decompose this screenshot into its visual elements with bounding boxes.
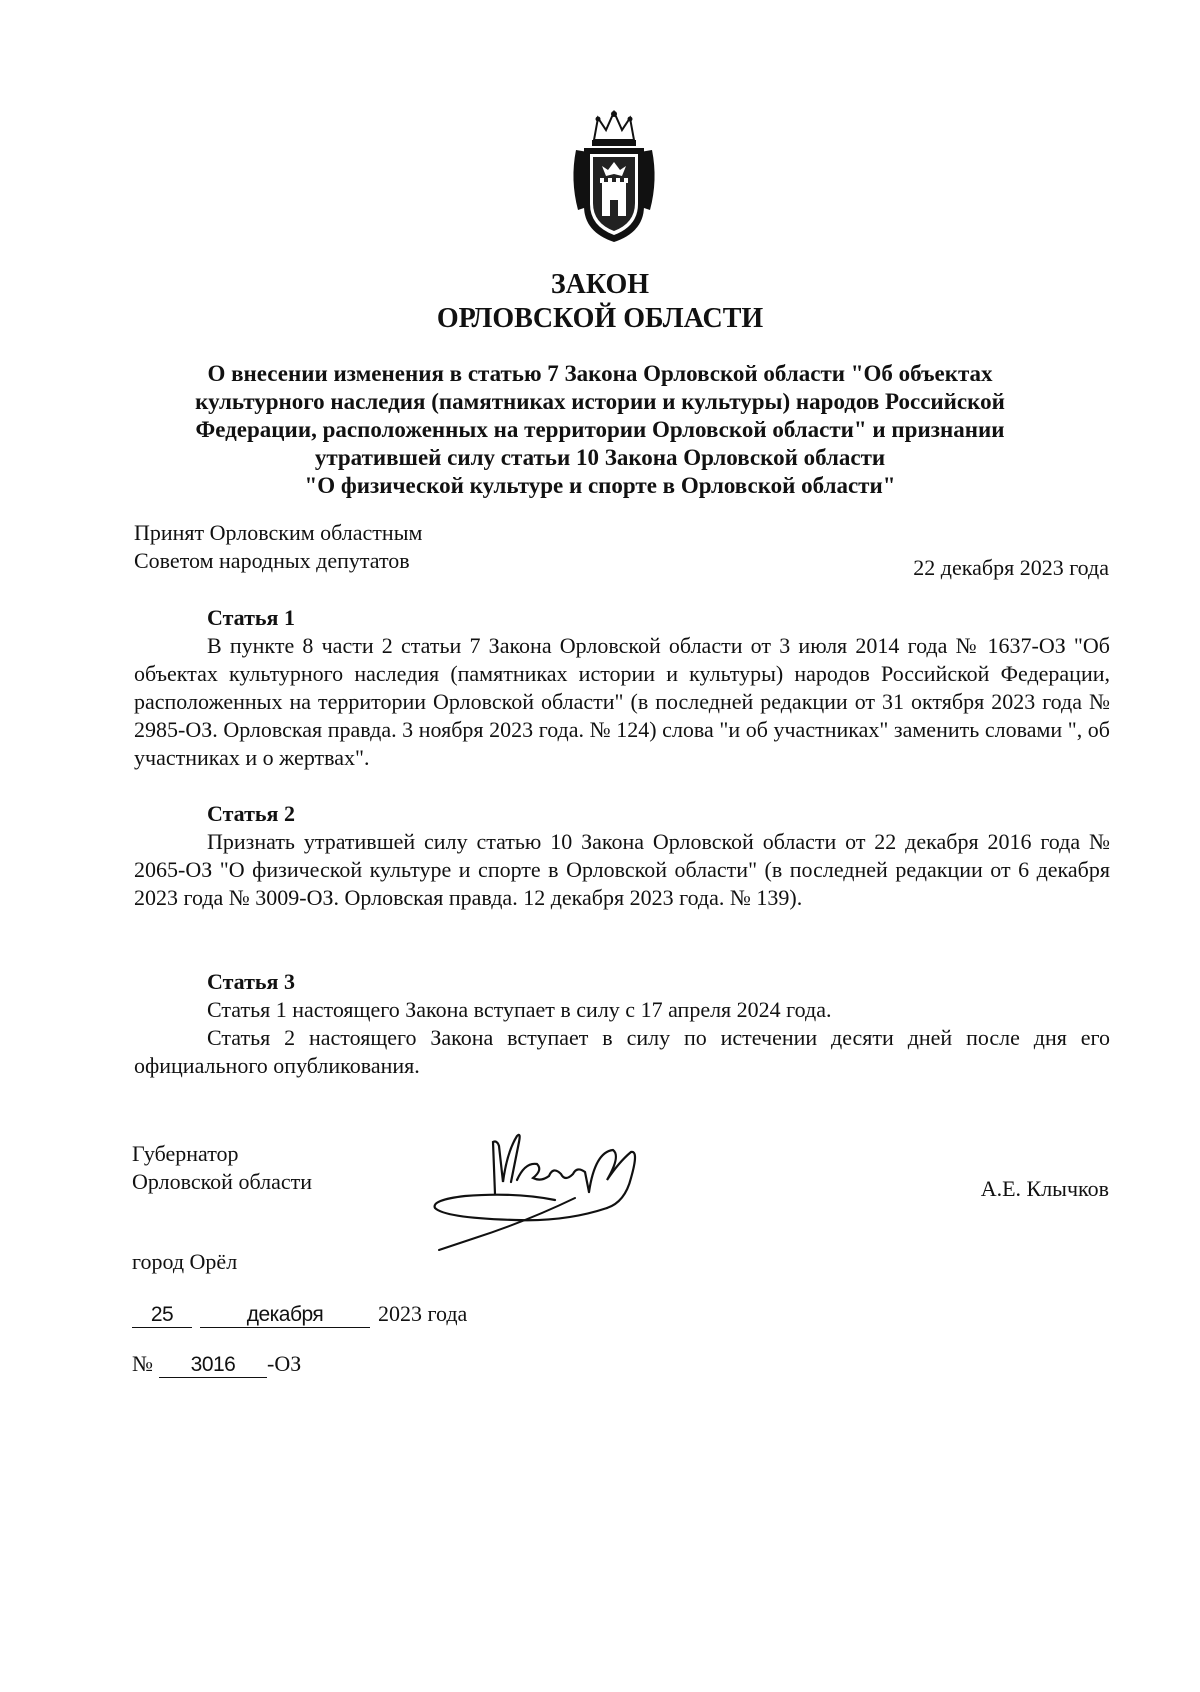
law-number-suffix: -ОЗ (267, 1351, 302, 1376)
subject-line: утратившей силу статьи 10 Закона Орловской области (314, 445, 886, 470)
article-1-heading: Статья 1 (207, 605, 295, 630)
number-sign: № (132, 1351, 153, 1376)
signatory-name: А.Е. Клычков (980, 1176, 1109, 1201)
article-2-body (134, 828, 1110, 912)
subject-line: культурного наследия (памятниках истории и культуры) народов Российской (195, 389, 1005, 414)
law-subject (140, 360, 1060, 500)
adoption-line: Советом народных депутатов (134, 548, 410, 573)
article-3-heading: Статья 3 (207, 969, 295, 994)
document-type-title: ЗАКОН (550, 269, 650, 300)
article-2-heading: Статья 2 (207, 801, 295, 826)
signing-date (132, 1300, 467, 1328)
coat-of-arms-icon (568, 110, 660, 244)
law-number (132, 1350, 301, 1378)
post-line: Губернатор (132, 1141, 239, 1166)
signing-month: декабря (200, 1303, 370, 1328)
article-3-body (134, 996, 1110, 1080)
adoption-statement (134, 519, 422, 575)
article-1-body (134, 632, 1110, 772)
subject-line: Федерации, расположенных на территории Орловской области" и признании (195, 417, 1005, 442)
subject-line: О внесении изменения в статью 7 Закона Орловской области "Об объектах (207, 361, 993, 386)
law-number-value: 3016 (159, 1353, 267, 1378)
article-paragraph: В пункте 8 части 2 статьи 7 Закона Орловской области от 3 июля 2014 года № 1637-ОЗ "Об объектах культурного наследия (памятниках истории и культуры) народов Российской Федерации, расположенных на территории Орловской области" (в последней редакции от 31 октября 2023 года № 2985-ОЗ. Орловская правда. 3 ноября 2023 года. № 124) слова "и об участниках" заменить словами ", об участниках и о жертвах". (134, 633, 1110, 770)
handwritten-signature-icon (425, 1122, 665, 1252)
article-paragraph: Статья 1 настоящего Закона вступает в силу с 17 апреля 2024 года. (207, 997, 832, 1022)
post-line: Орловской области (132, 1169, 312, 1194)
region-title: ОРЛОВСКОЙ ОБЛАСТИ (436, 303, 764, 334)
signing-day: 25 (132, 1303, 192, 1328)
article-paragraph: Статья 2 настоящего Закона вступает в силу по истечении десяти дней после дня его официального опубликования. (134, 1025, 1110, 1078)
subject-line: "О физической культуре и спорте в Орловской области" (304, 473, 896, 498)
adoption-line: Принят Орловским областным (134, 520, 423, 545)
signatory-post (132, 1140, 312, 1196)
place-of-signing: город Орёл (132, 1249, 238, 1274)
signing-year: 2023 года (378, 1301, 468, 1326)
article-paragraph: Признать утратившей силу статью 10 Закона Орловской области от 22 декабря 2016 года № 2065-ОЗ "О физической культуре и спорте в Орловской области" (в последней редакции от 6 декабря 2023 года № 3009-ОЗ. Орловская правда. 12 декабря 2023 года. № 139). (134, 829, 1110, 910)
adoption-date: 22 декабря 2023 года (913, 555, 1109, 580)
